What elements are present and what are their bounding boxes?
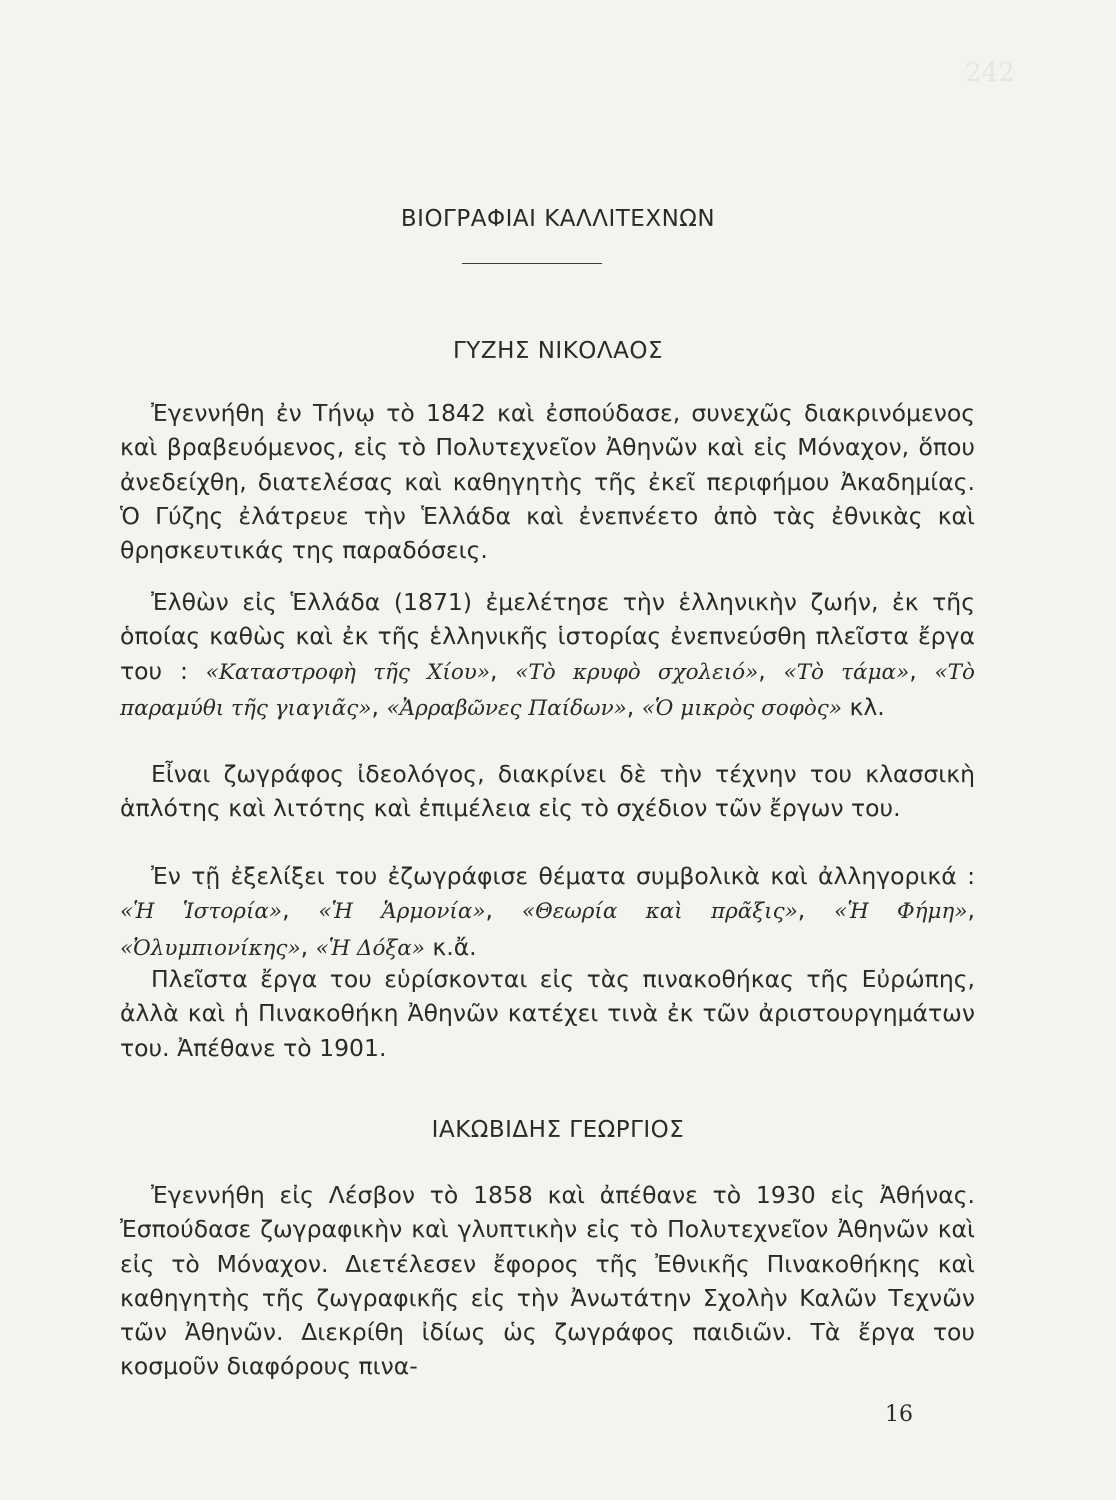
work-title: «Τὸ τάμα» [783,659,910,685]
gyzis-paragraph-4: Ἐν τῇ ἐξελίξει του ἐζωγράφισε θέματα συμβολικὰ καὶ ἀλληγορικά : «Ἡ Ἱστορία», «Ἡ Ἁρμονία», «Θεωρία καὶ πρᾶξις», «Ἡ Φήμη», «Ὀλυμπιονίκης», «Ἡ Δόξα» κ.ἄ. [120,862,975,961]
work-title: «Ὁ μικρὸς σοφὸς» [641,695,842,721]
page-title: ΒΙΟΓΡΑΦΙΑΙ ΚΑΛΛΙΤΕΧΝΩΝ [400,206,716,232]
work-title: «Ἡ Δόξα» [315,935,425,961]
page-number: 16 [885,1402,913,1427]
work-title: «Ἡ Φήμη» [834,899,968,925]
gyzis-paragraph-1: Ἐγεννήθη ἐν Τήνῳ τὸ 1842 καὶ ἐσπούδασε, συνεχῶς διακρινόμενος καὶ βραβευόμενος, εἰς τὸ Πολυτεχνεῖον Ἀθηνῶν καὶ εἰς Μόναχον, ὅπου ἀνεδείχθη, διατελέσας καὶ καθηγητὴς τῆς ἐκεῖ περιφήμου Ἀκαδημίας. Ὁ Γύζης ἐλάτρευε τὴν Ἑλλάδα καὶ ἐνεπνέετο ἀπὸ τὰς ἐθνικὰς καὶ θρησκευτικάς της παραδόσεις. [120,399,975,565]
work-title: «Τὸ κρυφὸ σχολειό» [515,659,759,685]
gyzis-paragraph-2: Ἐλθὼν εἰς Ἑλλάδα (1871) ἐμελέτησε τὴν ἑλληνικὴν ζωήν, ἐκ τῆς ὁποίας καθὼς καὶ ἐκ τῆς ἑλληνικῆς ἱστορίας ἐνεπνεύσθη πλεῖστα ἔργα του : «Καταστροφὴ τῆς Χίου», «Τὸ κρυφὸ σχολειό», «Τὸ τάμα», «Τὸ παραμύθι τῆς γιαγιᾶς», «Ἀρραβῶνες Παίδων», «Ὁ μικρὸς σοφὸς» κλ. [120,588,975,721]
work-title: «Ὀλυμπιονίκης» [120,935,301,961]
section-title-gyzis: ΓΥΖΗΣ ΝΙΚΟΛΑΟΣ [452,338,664,364]
work-title: «Ἡ Ἱστορία» [120,899,283,925]
work-title: «Καταστροφὴ τῆς Χίου» [205,659,490,685]
work-title: «Ἀρραβῶνες Παίδων» [386,695,627,721]
iakovidis-paragraph-1: Ἐγεννήθη εἰς Λέσβον τὸ 1858 καὶ ἀπέθανε τὸ 1930 εἰς Ἀθήνας. Ἐσπούδασε ζωγραφικὴν καὶ γλυπτικὴν εἰς τὸ Πολυτεχνεῖον Ἀθηνῶν καὶ εἰς τὸ Μόναχον. Διετέλεσεν ἔφορος τῆς Ἐθνικῆς Πινακοθήκης καὶ καθηγητὴς τῆς ζωγραφικῆς εἰς τὴν Ἀνωτάτην Σχολὴν Καλῶν Τεχνῶν τῶν Ἀθηνῶν. Διεκρίθη ἰδίως ὡς ζωγράφος παιδιῶν. Τὰ ἔργα του κοσμοῦν διαφόρους πινα- [120,1181,975,1381]
gyzis-paragraph-3: Εἶναι ζωγράφος ἰδεολόγος, διακρίνει δὲ τὴν τέχνην του κλασσικὴ ἁπλότης καὶ λιτότης καὶ ἐπιμέλεια εἰς τὸ σχέδιον τῶν ἔργων του. [120,760,975,823]
work-title: «Τὸ παραμύθι τῆς γιαγιᾶς» [120,659,975,721]
work-title: «Ἡ Ἁρμονία» [318,899,486,925]
section-title-iakovidis: ΙΑΚΩΒΙΔΗΣ ΓΕΩΡΓΙΟΣ [431,1117,685,1143]
work-title: «Θεωρία καὶ πρᾶξις» [521,899,798,925]
bleed-through-page-number: 242 [965,58,1015,88]
gyzis-paragraph-5: Πλεῖστα ἔργα του εὑρίσκονται εἰς τὰς πινακοθήκας τῆς Εὐρώπης, ἀλλὰ καὶ ἡ Πινακοθήκη Ἀθηνῶν κατέχει τινὰ ἐκ τῶν ἀριστουργημάτων του. Ἀπέθανε τὸ 1901. [120,965,975,1062]
title-divider [462,263,602,264]
